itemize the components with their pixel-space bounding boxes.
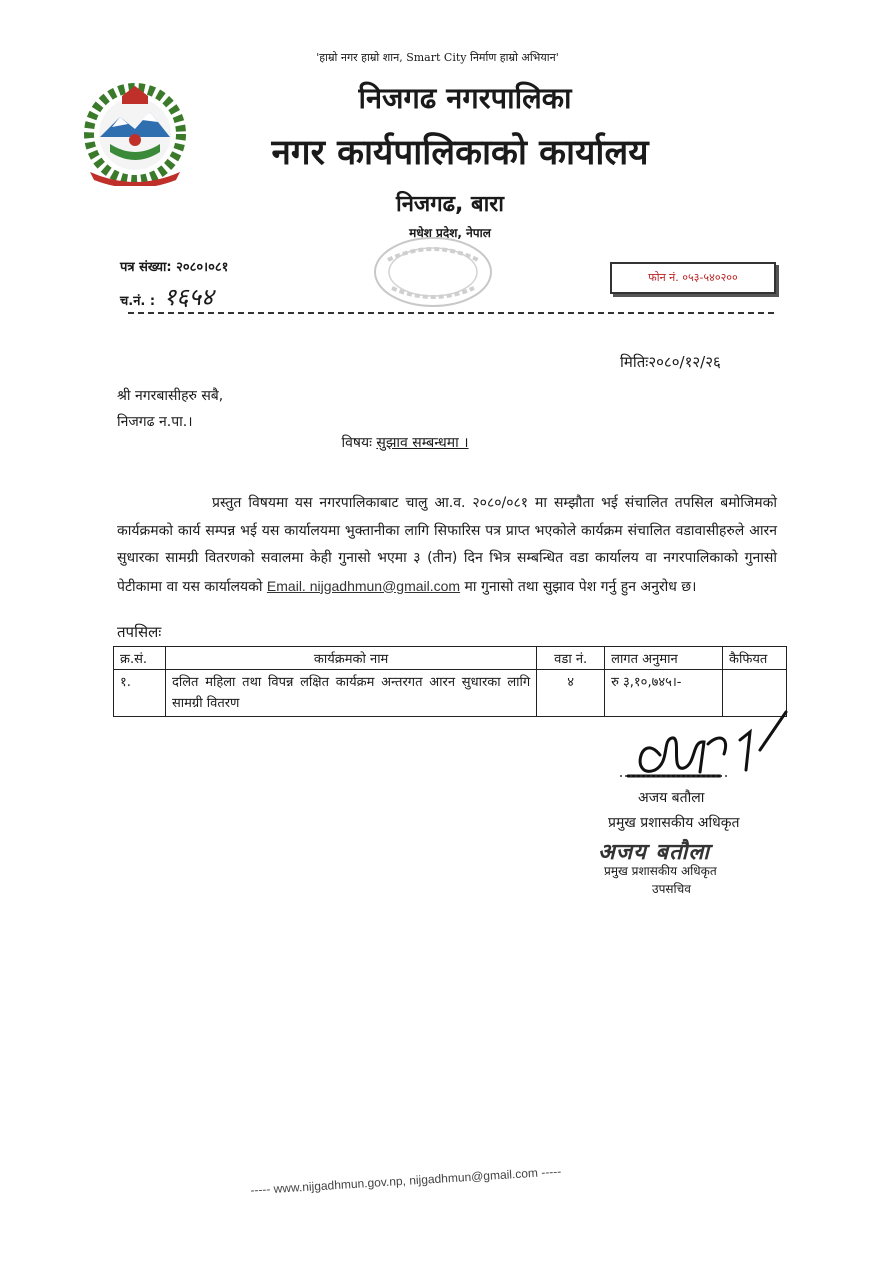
recipient-address <box>117 383 223 435</box>
seal-rank: उपसचिव <box>652 882 691 896</box>
handwritten-signature-icon <box>600 710 790 790</box>
recipient-line: श्री नगरबासीहरु सबै, <box>117 388 224 404</box>
municipality-name: निजगढ नगरपालिका <box>358 81 572 115</box>
seal-title: प्रमुख प्रशासकीय अधिकृत <box>604 864 717 878</box>
faded-office-stamp-icon <box>368 232 498 312</box>
column-header-program: कार्यक्रमको नाम <box>165 647 536 670</box>
cell-program-name: दलित महिला तथा विपन्न लक्षित कार्यक्रम अन्तरगत आरन सुधारका लागि सामग्री वितरण <box>165 670 536 717</box>
footer-contact: ----- www.nijgadhmun.gov.np, nijgadhmun@gmail.com ----- <box>249 1164 562 1198</box>
column-header-sn: क्र.सं. <box>114 647 166 670</box>
schedule-table <box>113 646 787 717</box>
letter-reference-number: पत्र संख्या: २०८०।०८१ <box>120 260 229 275</box>
signatory-name: अजय बतौला <box>638 790 705 806</box>
office-name: नगर कार्यपालिकाको कार्यालय <box>271 133 649 173</box>
header-divider <box>128 312 774 314</box>
cell-ward: ४ <box>537 670 605 717</box>
cell-sn: १. <box>114 670 166 717</box>
signatory-title: प्रमुख प्रशासकीय अधिकृत <box>608 815 740 831</box>
dispatch-label: च.नं. : <box>120 294 156 309</box>
column-header-cost: लागत अनुमान <box>605 647 723 670</box>
email-link[interactable]: Email. nijgadhmun@gmail.com <box>266 577 461 594</box>
body-text: प्रस्तुत विषयमा यस नगरपालिकाबाट चालु आ.व. २०८०/०८१ मा सम्झौता भई संचालित तपसिल बमोजिमको कार्यक्रमको कार्य सम्पन्न भई यस कार्यालयमा भुक्तानीका लागि सिफारिस पत्र प्राप्त भएकोले कार्यक्रम संचालित वडावासीहरुले आरन सुधारका सामग्री वितरणको सवालमा केही गुनासो भएमा ३ (तीन) दिन भित्र सम्बन्धित वडा कार्यालय वा नगरपालिकाको गुनासो पेटीकामा वा यस कार्यालयको <box>117 495 777 595</box>
body-text-end: मा गुनासो तथा सुझाव पेश गर्नु हुन अनुरोध छ। <box>460 578 697 595</box>
phone-box: फोन नं. ०५३-५४०२०० <box>610 262 776 294</box>
header-motto: 'हाम्रो नगर हाम्रो शान, Smart City निर्माण हाम्रो अभियान' <box>316 51 559 64</box>
government-emblem-icon <box>80 82 190 186</box>
dispatch-number <box>120 280 214 313</box>
province-name: मधेश प्रदेश, नेपाल <box>409 226 491 240</box>
recipient-line: निजगढ न.पा.। <box>117 414 193 430</box>
seal-name: अजय बतौला <box>598 840 710 865</box>
office-location: निजगढ, बारा <box>396 192 504 217</box>
column-header-ward: वडा नं. <box>537 647 605 670</box>
subject-text: सुझाव सम्बन्धमा । <box>376 435 469 451</box>
dispatch-number-value: १६५४ <box>163 283 214 311</box>
cell-cost: रु ३,१०,७४५।- <box>605 670 723 717</box>
table-header-row <box>114 647 787 670</box>
letter-subject <box>0 433 810 452</box>
schedule-label: तपसिलः <box>117 623 162 641</box>
letter-body <box>117 490 777 601</box>
column-header-remarks: कैफियत <box>723 647 787 670</box>
subject-label: विषयः <box>341 435 372 451</box>
letter-date: मितिः२०८०/१२/२६ <box>620 353 721 371</box>
